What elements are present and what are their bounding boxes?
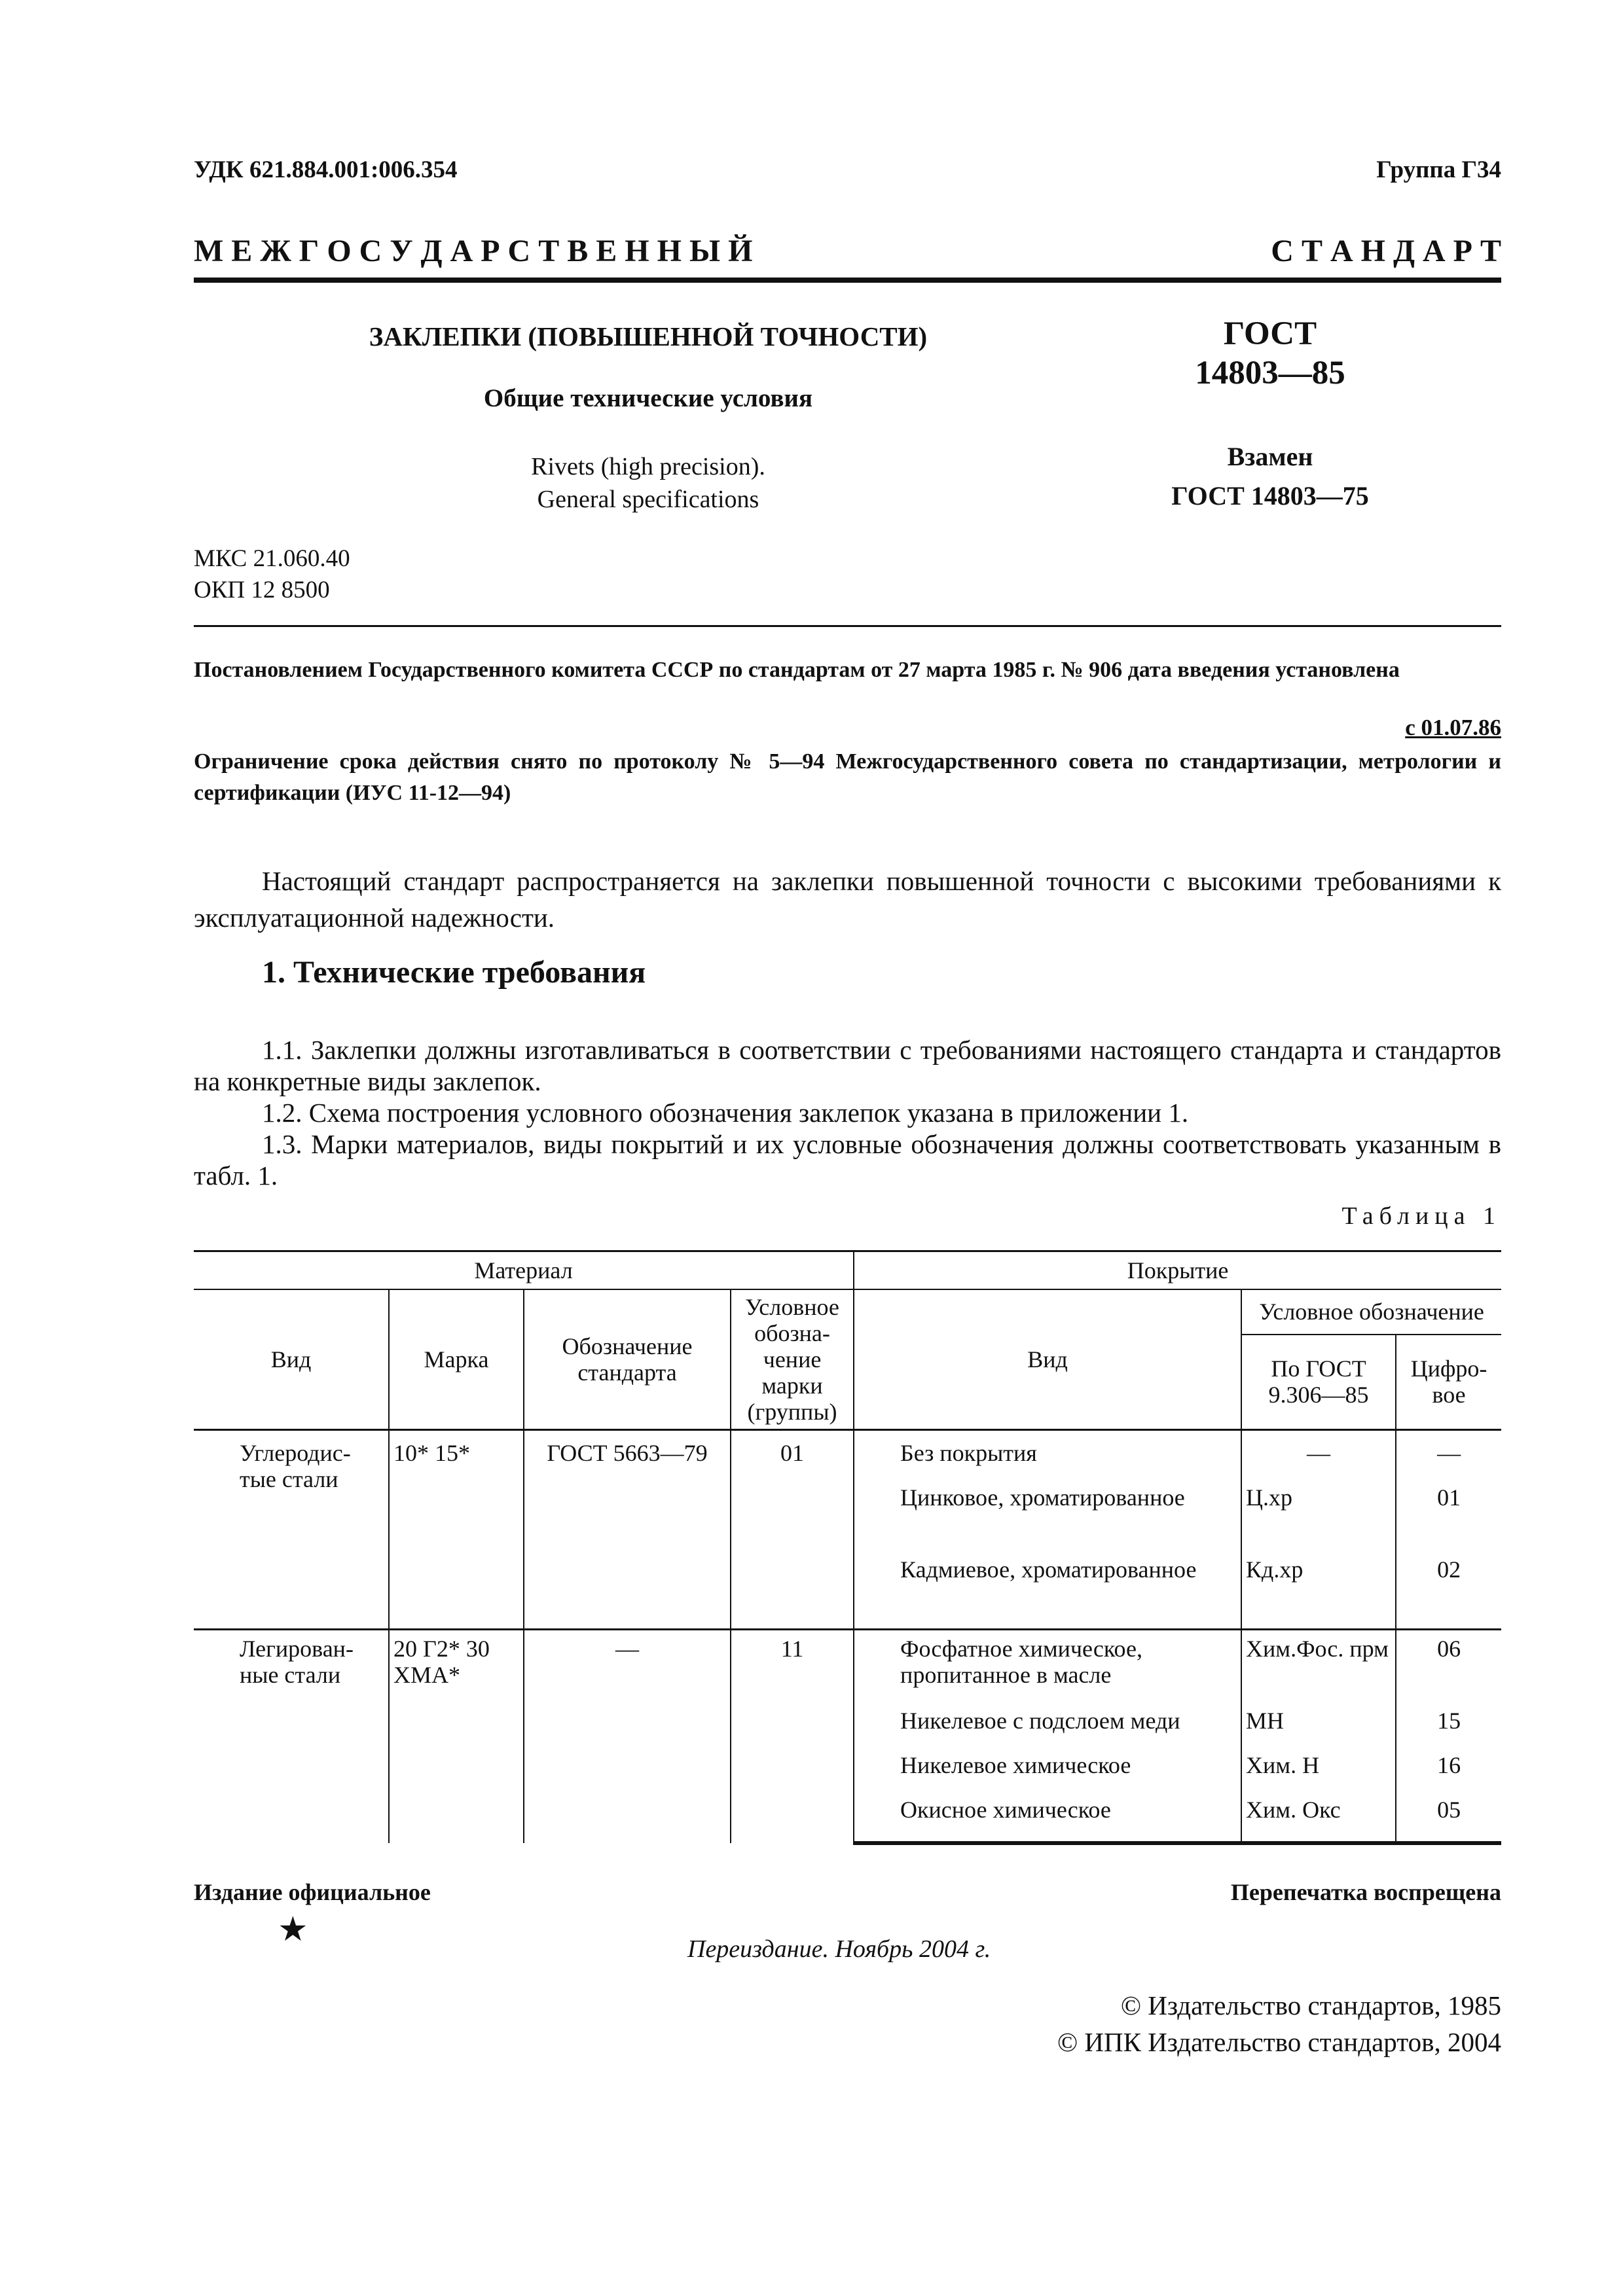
star-icon: ★ xyxy=(278,1911,308,1948)
table-caption: Таблица 1 xyxy=(1341,1202,1501,1230)
coating-digit: 05 xyxy=(1396,1797,1501,1843)
coating-digit: 16 xyxy=(1396,1752,1501,1797)
document-title: ЗАКЛЕПКИ (ПОВЫШЕННОЙ ТОЧНОСТИ) xyxy=(369,321,928,351)
coating-kind: Окисное химическое xyxy=(854,1797,1241,1843)
coating-digit: 02 xyxy=(1396,1556,1501,1630)
okp-code: ОКП 12 8500 xyxy=(194,577,330,603)
intro-paragraph: Настоящий стандарт распространяется на заклепки повышенной точности с высокими требованиями к эксплуатационной надежности. xyxy=(194,866,1501,933)
udk-code: УДК 621.884.001:006.354 xyxy=(194,156,458,183)
material-grade: 20 Г2* 30 ХМА* xyxy=(389,1630,524,1844)
col-coating-kind-header: Вид xyxy=(854,1289,1241,1430)
material-grade: 10* 15* xyxy=(389,1430,524,1630)
material-kind: Легирован-ные стали xyxy=(194,1630,389,1844)
col-grade-header: Марка xyxy=(389,1289,524,1430)
mks-code: МКС 21.060.40 xyxy=(194,545,350,572)
section-title: 1. Технические требования xyxy=(262,955,646,990)
materials-table xyxy=(194,1250,1501,1845)
banner-rule xyxy=(194,278,1501,283)
material-standard: ГОСТ 5663—79 xyxy=(524,1430,731,1630)
standard-banner xyxy=(194,233,1501,269)
banner-word-standard: С Т А Н Д А Р Т xyxy=(1271,234,1501,268)
copyright-1985: © Издательство стандартов, 1985 xyxy=(1120,1990,1501,2020)
gost-code: 14803—85 xyxy=(1195,355,1345,391)
coating-gost: Ц.хр xyxy=(1241,1484,1396,1556)
coating-digit: 01 xyxy=(1396,1484,1501,1556)
coating-kind: Без покрытия xyxy=(854,1430,1241,1485)
coating-kind: Цинковое, хроматированное xyxy=(854,1484,1241,1556)
coating-kind: Кадмиевое, хроматированное xyxy=(854,1556,1241,1630)
material-code: 11 xyxy=(731,1630,854,1844)
coating-gost: Хим. Н xyxy=(1241,1752,1396,1797)
classification-codes xyxy=(194,543,350,606)
coating-gost: Хим.Фос. прм xyxy=(1241,1630,1396,1708)
col-kind-header: Вид xyxy=(194,1289,389,1430)
coating-digit: — xyxy=(1396,1430,1501,1485)
material-standard: — xyxy=(524,1630,731,1844)
banner-word-interstate: М Е Ж Г О С У Д А Р С Т В Е Н Н Ы Й xyxy=(194,234,753,268)
paragraph-1-2: 1.2. Схема построения условного обозначения заклепок указана в приложении 1. xyxy=(262,1098,1189,1128)
coating-kind: Никелевое с подслоем меди xyxy=(854,1708,1241,1752)
col-cond-header: Условное обозначение xyxy=(1241,1289,1501,1335)
material-code: 01 xyxy=(731,1430,854,1630)
coating-gost: Хим. Окс xyxy=(1241,1797,1396,1843)
coating-kind: Фосфатное химическое, пропитанное в масле xyxy=(854,1630,1241,1708)
coating-digit: 15 xyxy=(1396,1708,1501,1752)
english-title xyxy=(196,450,1100,516)
document-subtitle: Общие технические условия xyxy=(483,384,813,412)
group-material-header: Материал xyxy=(194,1251,854,1290)
header-rule xyxy=(194,625,1501,627)
copyright-2004: © ИПК Издательство стандартов, 2004 xyxy=(1057,2027,1501,2057)
coating-digit: 06 xyxy=(1396,1630,1501,1708)
no-reprint-notice: Перепечатка воспрещена xyxy=(1230,1879,1501,1905)
replaces-code: ГОСТ 14803—75 xyxy=(1171,481,1369,511)
group-code: Группа Г34 xyxy=(1376,156,1501,183)
table-row xyxy=(194,1430,1501,1485)
material-kind: Углеродис-тые стали xyxy=(194,1430,389,1630)
decree-text: Постановлением Государственного комитета СССР по стандартам от 27 марта 1985 г. № 906 дата введения установлена xyxy=(194,658,1400,682)
coating-gost: МН xyxy=(1241,1708,1396,1752)
reissue-note: Переиздание. Ноябрь 2004 г. xyxy=(687,1935,991,1963)
limitation-text: Ограничение срока действия снято по протоколу № 5—94 Межгосударственного совета по стандартизации, метрологии и сертификации (ИУС 11-12—94) xyxy=(194,749,1501,805)
english-title-line2: General specifications xyxy=(537,486,759,513)
table-row xyxy=(194,1630,1501,1708)
paragraph-1-1: 1.1. Заклепки должны изготавливаться в соответствии с требованиями настоящего стандарта и стандартов на конкретные виды заклепок. xyxy=(194,1035,1501,1096)
replaces-block xyxy=(1106,437,1434,516)
official-edition: Издание официальное xyxy=(194,1879,431,1905)
col-standard-header: Обозначение стандарта xyxy=(524,1289,731,1430)
col-gost-header: По ГОСТ 9.306—85 xyxy=(1241,1335,1396,1430)
copyright-block xyxy=(1057,1987,1501,2060)
replaces-label: Взамен xyxy=(1227,442,1313,471)
coating-gost: Кд.хр xyxy=(1241,1556,1396,1630)
col-code-header: Условное обозна-чение марки (группы) xyxy=(731,1289,854,1430)
effective-date: с 01.07.86 xyxy=(1405,715,1501,740)
gost-number xyxy=(1106,314,1434,393)
coating-gost: — xyxy=(1241,1430,1396,1485)
group-coating-header: Покрытие xyxy=(854,1251,1501,1290)
english-title-line1: Rivets (high precision). xyxy=(531,453,765,480)
col-digit-header: Цифро-вое xyxy=(1396,1335,1501,1430)
gost-label: ГОСТ xyxy=(1223,315,1317,352)
paragraph-1-3: 1.3. Марки материалов, виды покрытий и их условные обозначения должны соответствовать указанным в табл. 1. xyxy=(194,1129,1501,1191)
coating-kind: Никелевое химическое xyxy=(854,1752,1241,1797)
